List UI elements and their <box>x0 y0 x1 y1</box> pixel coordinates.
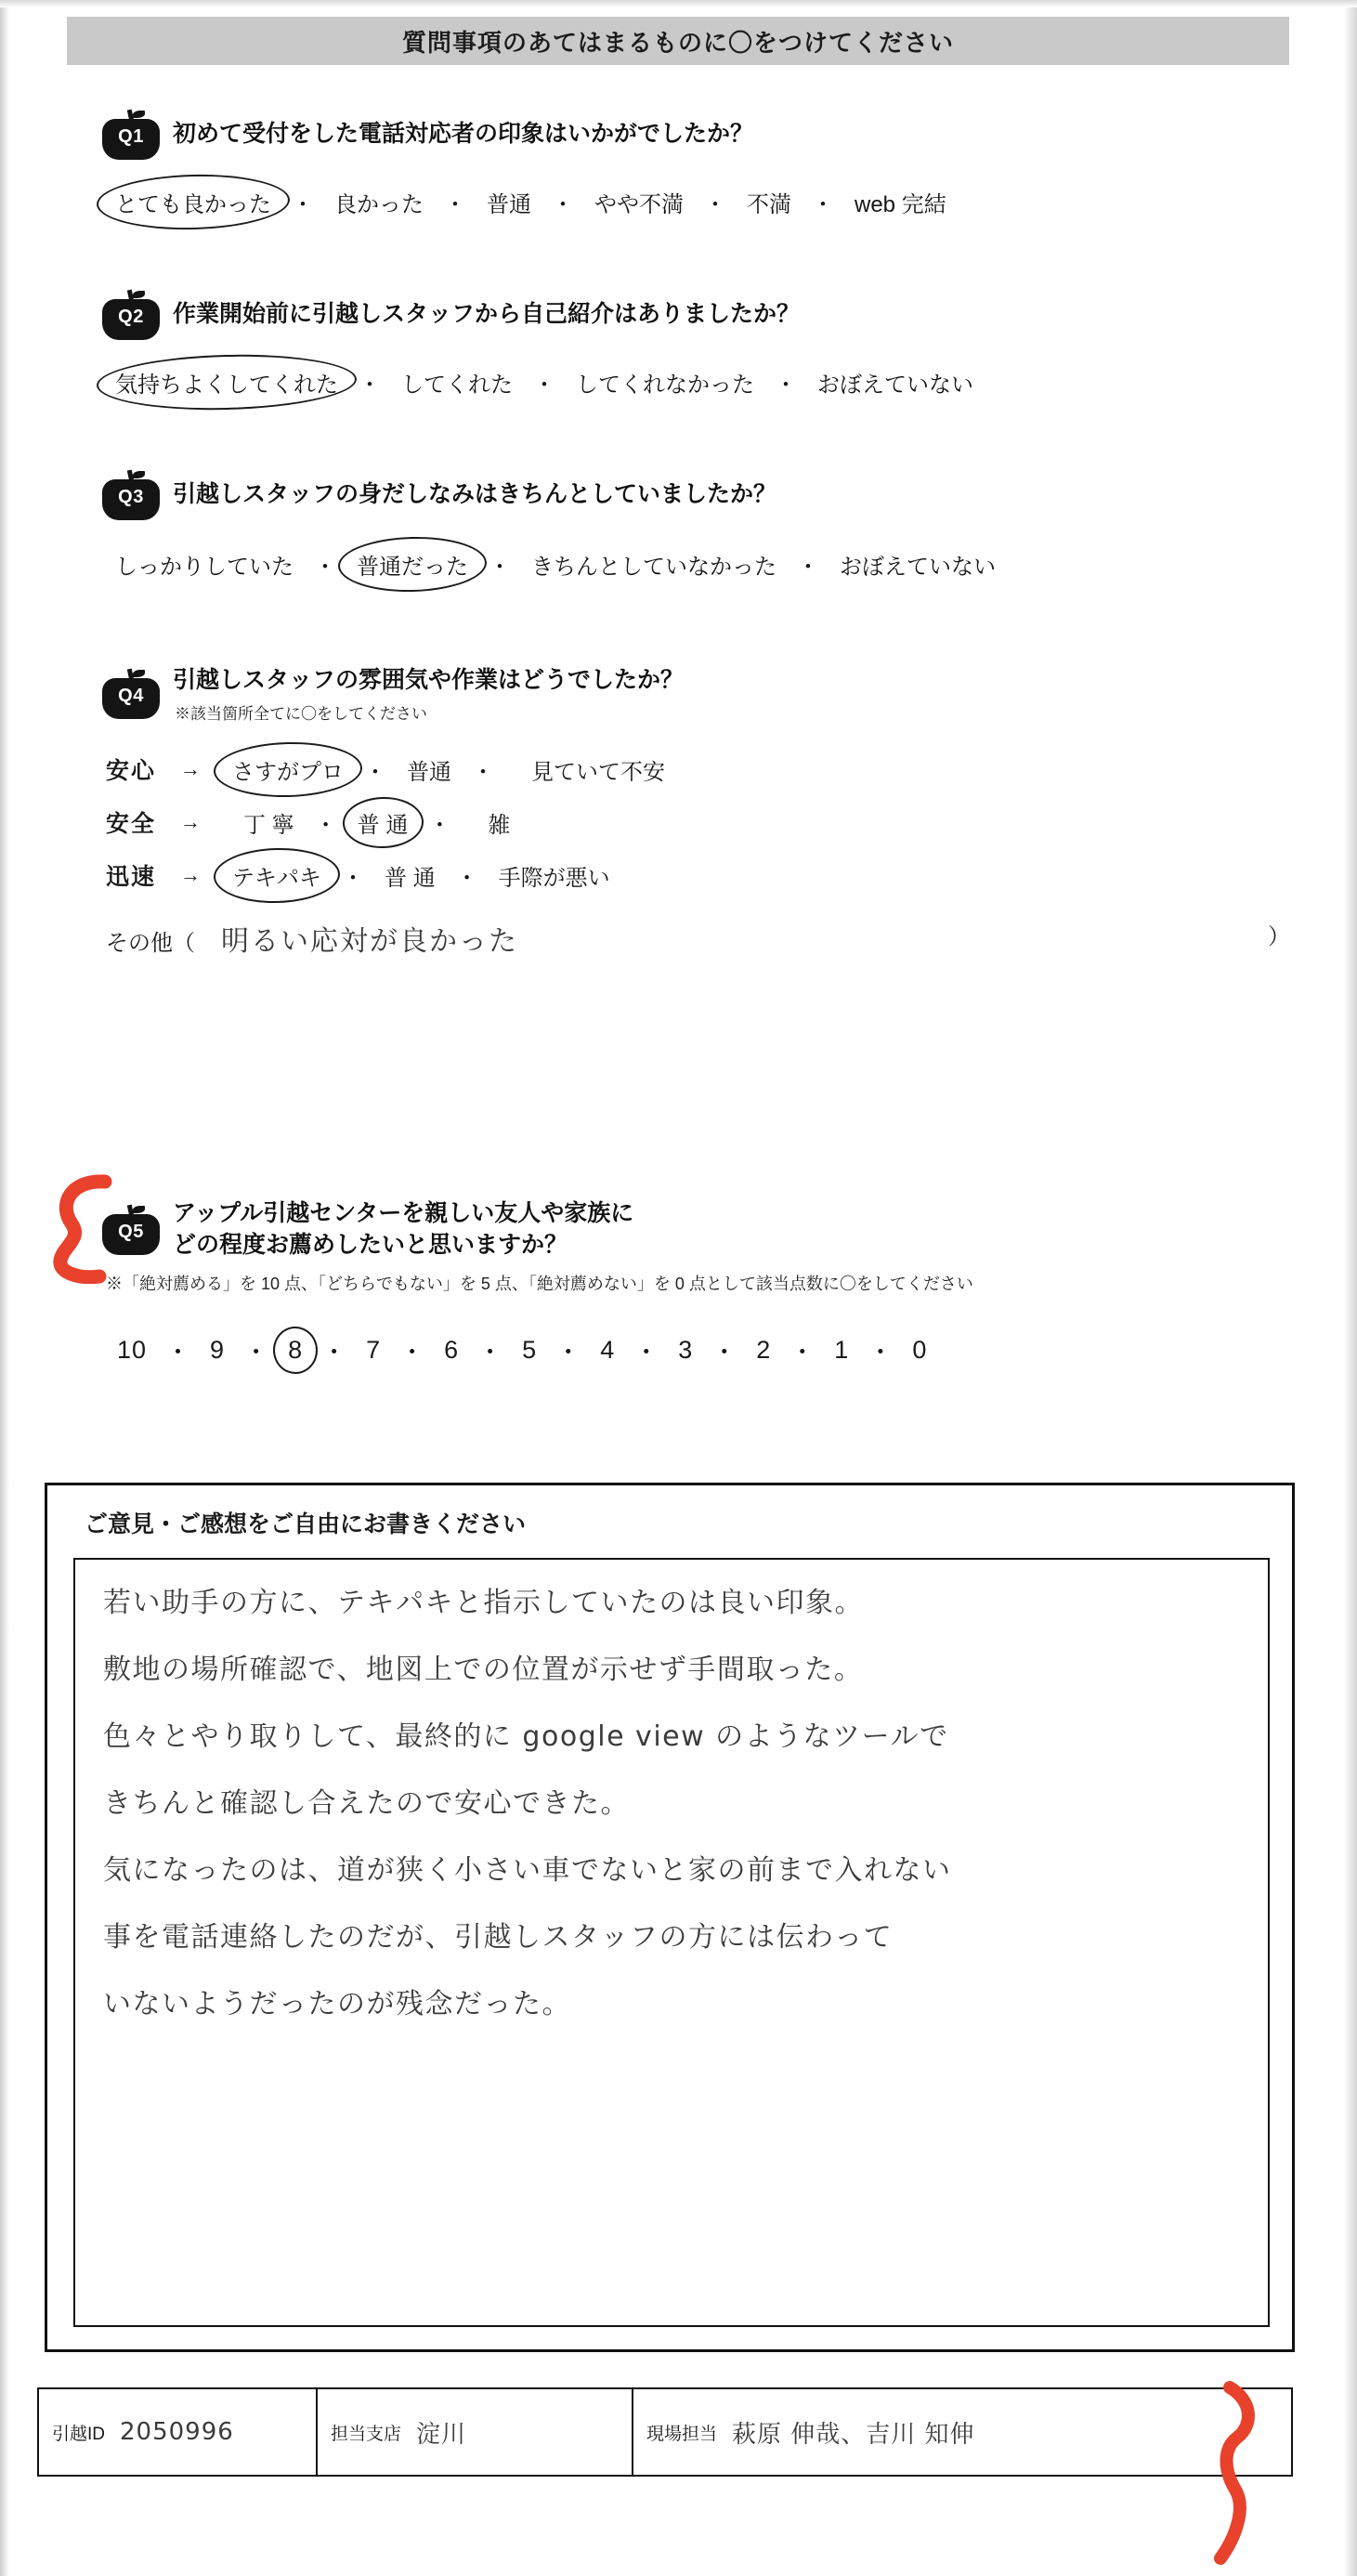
q5-scale-2[interactable]: 2 <box>756 1335 772 1364</box>
arrow-right-icon: → <box>180 757 201 781</box>
q5-sep-2: ・ <box>321 1338 348 1366</box>
q4-header <box>102 665 684 724</box>
comment-line-5: 事を電話連絡したのだが、引越しスタッフの方には伝わって <box>103 1921 894 1954</box>
q3-sep-2: ・ <box>797 555 819 580</box>
q4-row-2-sep-1: ・ <box>455 865 478 891</box>
q4-row-2-option-2[interactable]: 手際が悪い <box>498 865 610 891</box>
q2-sep-0: ・ <box>359 373 381 398</box>
q4-row-2-option-0[interactable]: テキパキ <box>227 857 327 894</box>
q5-title-line1: アップル引越センターを親しい友人や家族に <box>173 1200 634 1226</box>
q1-sep-3: ・ <box>704 192 726 217</box>
apple-badge-icon <box>102 669 160 719</box>
q3-option-1[interactable]: 普通だった <box>351 546 474 582</box>
q4-other-close: ） <box>1268 923 1290 949</box>
free-comment-area[interactable] <box>73 1558 1270 2327</box>
q2-options <box>110 364 979 400</box>
scan-edge-left <box>0 0 9 2576</box>
q4-title: 引越しスタッフの雰囲気や作業はどうでしたか？ <box>173 667 685 693</box>
q1-option-2[interactable]: 普通 <box>487 192 531 217</box>
q4-row-anzen <box>106 804 684 841</box>
q5-scale-7[interactable]: 7 <box>366 1335 382 1364</box>
q4-badge-label: Q4 <box>118 686 144 707</box>
q5-scale-1[interactable]: 1 <box>834 1335 850 1364</box>
comment-line-1: 敷地の場所確認で、地図上での位置が示せず手間取った。 <box>103 1654 864 1686</box>
q5-scale <box>111 1332 973 1368</box>
q3-sep-1: ・ <box>489 555 511 580</box>
q2-sep-1: ・ <box>533 373 555 398</box>
apple-badge-icon <box>102 290 160 340</box>
q5-scale-10[interactable]: 10 <box>117 1335 148 1364</box>
q5-scale-3[interactable]: 3 <box>678 1335 694 1364</box>
q2-title: 作業開始前に引越しスタッフから自己紹介はありましたか？ <box>173 301 801 328</box>
q2-option-3[interactable]: おぼえていない <box>817 373 973 398</box>
apple-badge-icon <box>102 470 160 520</box>
q5-title-line2: どの程度お薦めしたいと思いますか？ <box>173 1231 568 1258</box>
free-comment-box <box>45 1483 1295 2352</box>
q3-option-0[interactable]: しっかりしていた <box>115 555 294 580</box>
q2-option-2[interactable]: してくれなかった <box>576 373 754 398</box>
q4-row-0-option-2[interactable]: 見ていて不安 <box>531 759 665 785</box>
footer-label-move-id: 引越ID <box>52 2424 106 2444</box>
question-block-q4 <box>102 665 1290 959</box>
q1-option-3[interactable]: やや不満 <box>594 192 684 217</box>
q4-rows <box>106 752 1290 959</box>
footer-info-table <box>37 2387 1293 2477</box>
q4-row-jinsoku <box>106 857 684 894</box>
q3-title: 引越しスタッフの身だしなみはきちんとしていましたか？ <box>173 481 777 508</box>
q1-sep-4: ・ <box>812 192 834 217</box>
q4-other-label: その他（ <box>106 930 195 956</box>
q5-sep-9: ・ <box>868 1338 894 1366</box>
q4-row-1-sep-0: ・ <box>314 812 337 838</box>
footer-value-staff[interactable]: 萩原 伸哉、吉川 知伸 <box>732 2420 975 2449</box>
footer-cell-staff <box>633 2389 1291 2475</box>
q5-badge-label: Q5 <box>118 1221 144 1242</box>
q1-title: 初めて受付をした電話対応者の印象はいかがでしたか？ <box>173 121 754 148</box>
q2-sep-2: ・ <box>775 373 797 398</box>
q4-row-0-label: 安心 <box>106 758 157 785</box>
free-comment-title: ご意見・ご感想をご自由にお書きください <box>85 1511 527 1537</box>
scan-edge-right <box>1344 0 1357 2576</box>
q5-sep-4: ・ <box>477 1338 504 1366</box>
q3-option-3[interactable]: おぼえていない <box>840 555 996 580</box>
q1-option-4[interactable]: 不満 <box>747 192 791 217</box>
q5-sep-8: ・ <box>789 1338 816 1366</box>
q5-scale-9[interactable]: 9 <box>210 1335 226 1364</box>
q3-badge-label: Q3 <box>118 487 144 507</box>
q5-scale-4[interactable]: 4 <box>600 1335 616 1364</box>
q4-row-2-label: 迅速 <box>106 864 157 891</box>
q1-badge-label: Q1 <box>118 126 144 147</box>
q4-row-1-option-2[interactable]: 雑 <box>488 812 511 838</box>
arrow-right-icon: → <box>180 810 201 834</box>
q4-row-2-sep-0: ・ <box>342 865 364 891</box>
q5-sep-5: ・ <box>555 1338 582 1366</box>
comment-line-3: きちんと確認し合えたので安心できた。 <box>103 1787 630 1820</box>
q4-note: ※該当箇所全てに〇をしてください <box>175 704 427 723</box>
apple-badge-icon <box>102 110 160 160</box>
arrow-right-icon: → <box>180 863 201 887</box>
q1-header <box>102 110 952 160</box>
q5-scale-5[interactable]: 5 <box>522 1335 538 1364</box>
footer-value-move-id[interactable]: 2050996 <box>120 2418 234 2446</box>
q4-row-0-option-1[interactable]: 普通 <box>407 759 451 785</box>
question-block-q5 <box>102 1198 973 1368</box>
q5-scale-8[interactable]: 8 <box>282 1334 308 1366</box>
question-block-q1 <box>102 110 952 220</box>
q1-sep-2: ・ <box>552 192 574 217</box>
question-block-q2 <box>102 290 979 400</box>
q5-header <box>102 1198 973 1262</box>
comment-line-2: 色々とやり取りして、最終的に google view のようなツールで <box>103 1720 949 1753</box>
comment-line-0: 若い助手の方に、テキパキと指示していたのは良い印象。 <box>103 1587 864 1619</box>
q1-option-5[interactable]: web 完結 <box>855 192 946 217</box>
footer-value-branch[interactable]: 淀川 <box>416 2420 467 2449</box>
comment-line-4: 気になったのは、道が狭く小さい車でないと家の前まで入れない <box>103 1854 952 1887</box>
q1-sep-0: ・ <box>292 192 314 217</box>
q5-sep-6: ・ <box>633 1338 660 1366</box>
q4-other-value[interactable]: 明るい応対が良かった <box>221 924 518 958</box>
q4-row-1-label: 安全 <box>106 811 157 838</box>
comment-line-6: いないようだったのが残念だった。 <box>103 1988 571 2020</box>
q1-options <box>110 184 952 220</box>
q5-scale-6[interactable]: 6 <box>444 1335 460 1364</box>
q4-row-1-sep-1: ・ <box>428 812 451 838</box>
q4-row-2-option-1[interactable]: 普 通 <box>385 865 436 891</box>
q3-sep-0: ・ <box>314 555 336 580</box>
scan-edge-top <box>0 0 1357 7</box>
footer-cell-move-id <box>39 2389 318 2475</box>
q2-header <box>102 290 979 340</box>
page-title: 質問事項のあてはまるものに〇をつけてください <box>401 28 954 57</box>
q4-row-0-option-0[interactable]: さすがプロ <box>227 752 349 788</box>
q4-row-0-sep-0: ・ <box>364 759 386 785</box>
question-block-q3 <box>102 470 1001 582</box>
q2-option-0[interactable]: 気持ちよくしてくれた <box>110 364 344 400</box>
footer-label-branch: 担当支店 <box>331 2424 402 2444</box>
page-title-banner <box>67 17 1289 65</box>
q5-scale-0[interactable]: 0 <box>912 1335 928 1364</box>
footer-label-staff: 現場担当 <box>646 2424 718 2444</box>
q4-row-anshin <box>106 752 684 788</box>
q2-badge-label: Q2 <box>118 307 144 327</box>
q4-row-1-option-0[interactable]: 丁 寧 <box>243 812 294 838</box>
q5-sep-1: ・ <box>243 1338 270 1366</box>
free-comment-handwriting <box>103 1576 1246 2045</box>
apple-badge-icon <box>102 1205 160 1255</box>
q3-header <box>102 470 1001 520</box>
q1-option-1[interactable]: 良かった <box>334 192 424 217</box>
q5-note: ※「絶対薦める」を 10 点、「どちらでもない」を 5 点、「絶対薦めない」を 0 点として該当点数に〇をしてください <box>106 1274 973 1293</box>
q2-option-1[interactable]: してくれた <box>401 373 513 398</box>
q1-option-0[interactable]: とても良かった <box>110 184 277 220</box>
q4-row-1-option-1[interactable]: 普 通 <box>352 804 414 841</box>
q4-other-line <box>106 918 1290 959</box>
q3-options <box>110 546 1001 582</box>
q5-sep-3: ・ <box>399 1338 426 1366</box>
q5-sep-0: ・ <box>165 1338 192 1366</box>
q4-row-0-sep-1: ・ <box>472 759 494 785</box>
q1-sep-1: ・ <box>444 192 466 217</box>
q5-sep-7: ・ <box>711 1338 738 1366</box>
footer-cell-branch <box>318 2389 633 2475</box>
q3-option-2[interactable]: きちんとしていなかった <box>531 555 776 580</box>
